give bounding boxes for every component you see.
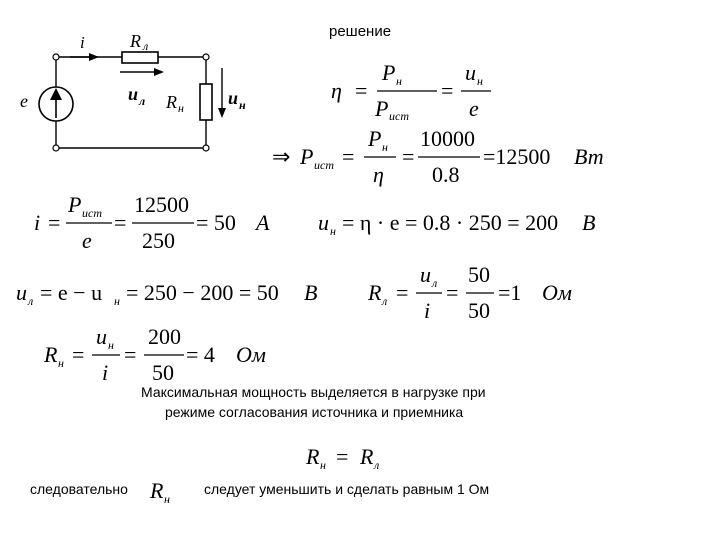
formula-current — [28, 190, 278, 254]
svg-text:e: e — [82, 228, 92, 253]
svg-text:=: = — [72, 342, 85, 367]
terminal-dot — [53, 145, 59, 151]
formula-efficiency — [325, 60, 495, 124]
line-resistor-label: R — [130, 31, 141, 51]
load-voltage-label: u — [228, 88, 239, 108]
svg-text:= η · e = 0.8 · 250 = 200: = η · e = 0.8 · 250 = 200 — [342, 210, 559, 235]
svg-text:=: = — [114, 210, 127, 235]
current-arrow-icon — [70, 53, 99, 61]
svg-text:н: н — [108, 338, 114, 352]
svg-text:Вт: Вт — [574, 144, 604, 169]
svg-text:л: л — [28, 294, 34, 308]
svg-text:=: = — [355, 78, 368, 103]
svg-text:л: л — [432, 276, 438, 290]
svg-text:250: 250 — [142, 228, 175, 253]
svg-text:н: н — [320, 458, 326, 472]
max-power-text-line1: Максимальная мощность выделяется в нагрузке при — [141, 384, 486, 400]
svg-text:P: P — [300, 144, 314, 169]
line-voltage-sub: л — [139, 94, 146, 108]
svg-text:=: = — [336, 444, 349, 469]
svg-text:н: н — [58, 356, 64, 370]
svg-text:P: P — [68, 192, 82, 217]
svg-text:η: η — [331, 78, 342, 103]
formula-source-power — [270, 126, 620, 190]
emf-source-icon — [39, 87, 73, 121]
svg-text:н: н — [330, 224, 336, 238]
load-resistor-label: R — [166, 92, 177, 112]
svg-text:н: н — [396, 74, 402, 88]
svg-text:P: P — [382, 60, 396, 85]
circuit-diagram — [0, 0, 280, 170]
svg-text:R: R — [150, 478, 164, 503]
svg-text:0.8: 0.8 — [432, 162, 460, 187]
svg-text:u: u — [465, 60, 476, 85]
svg-text:= e − u: = e − u — [40, 280, 103, 305]
terminal-dot — [53, 54, 59, 60]
svg-text:u: u — [420, 262, 431, 287]
formula-load-resistance — [40, 322, 280, 386]
svg-text:50: 50 — [468, 262, 490, 287]
svg-text:ист: ист — [314, 158, 334, 172]
load-resistor — [200, 84, 212, 120]
svg-text:н: н — [477, 74, 483, 88]
formula-line-voltage — [10, 276, 330, 310]
load-resistor-sub: н — [178, 101, 184, 115]
svg-text:i: i — [102, 360, 109, 385]
svg-text:⇒: ⇒ — [272, 144, 291, 169]
conclusion-symbol — [146, 474, 186, 510]
formula-line-resistance — [360, 262, 590, 326]
emf-label: e — [20, 91, 28, 111]
svg-text:=: = — [396, 280, 409, 305]
svg-text:н: н — [114, 294, 120, 308]
svg-text:А: А — [256, 210, 270, 235]
line-voltage-label: u — [128, 84, 139, 104]
svg-text:P: P — [375, 96, 389, 121]
svg-text:200: 200 — [148, 324, 181, 349]
svg-text:u: u — [96, 324, 107, 349]
svg-text:i: i — [424, 298, 431, 323]
svg-text:10000: 10000 — [420, 126, 475, 151]
svg-text:u: u — [16, 280, 27, 305]
svg-text:=: = — [402, 144, 415, 169]
svg-text:В: В — [582, 210, 596, 235]
svg-text:=: = — [48, 210, 61, 235]
svg-text:12500: 12500 — [134, 192, 189, 217]
svg-text:ист: ист — [389, 109, 409, 123]
svg-text:н: н — [382, 140, 388, 154]
svg-text:= 250 − 200 = 50: = 250 − 200 = 50 — [126, 280, 279, 305]
svg-text:50: 50 — [468, 298, 490, 323]
svg-text:= 50: = 50 — [196, 210, 236, 235]
svg-text:л: л — [382, 294, 388, 308]
formula-matching — [300, 438, 410, 474]
page-title: решение — [329, 23, 392, 40]
svg-text:В: В — [304, 280, 318, 305]
load-voltage-sub: н — [239, 98, 246, 112]
svg-text:ист: ист — [82, 206, 102, 220]
line-resistor-sub: л — [143, 39, 149, 53]
terminal-dot — [203, 54, 209, 60]
svg-text:=: = — [342, 144, 355, 169]
max-power-text-line2: режиме согласования источника и приемника — [165, 404, 464, 420]
line-resistor — [122, 52, 158, 63]
svg-text:u: u — [318, 210, 329, 235]
svg-text:R: R — [360, 444, 374, 469]
line-voltage-arrow-icon — [120, 68, 164, 76]
svg-text:=: = — [446, 280, 459, 305]
svg-text:Ом: Ом — [542, 280, 572, 305]
svg-text:R: R — [306, 444, 320, 469]
svg-text:=1: =1 — [498, 280, 522, 305]
load-voltage-arrow-icon — [218, 68, 226, 118]
conclusion-suffix: следует уменьшить и сделать равным 1 Ом — [204, 481, 490, 497]
svg-text:л: л — [374, 458, 380, 472]
svg-text:=: = — [124, 342, 137, 367]
svg-text:η: η — [373, 162, 384, 187]
svg-text:R: R — [368, 280, 382, 305]
svg-text:50: 50 — [152, 360, 174, 385]
svg-text:i: i — [34, 210, 41, 235]
terminal-dot — [203, 145, 209, 151]
svg-text:Ом: Ом — [236, 342, 266, 367]
formula-load-voltage — [310, 206, 610, 240]
svg-text:P: P — [368, 126, 382, 151]
svg-text:= 4: = 4 — [186, 342, 215, 367]
svg-text:н: н — [164, 492, 170, 506]
current-label: i — [80, 33, 85, 52]
svg-text:e: e — [469, 96, 479, 121]
svg-text:=: = — [441, 78, 454, 103]
conclusion-prefix: следовательно — [30, 481, 128, 497]
svg-text:R: R — [44, 342, 58, 367]
svg-text:=12500: =12500 — [483, 144, 551, 169]
